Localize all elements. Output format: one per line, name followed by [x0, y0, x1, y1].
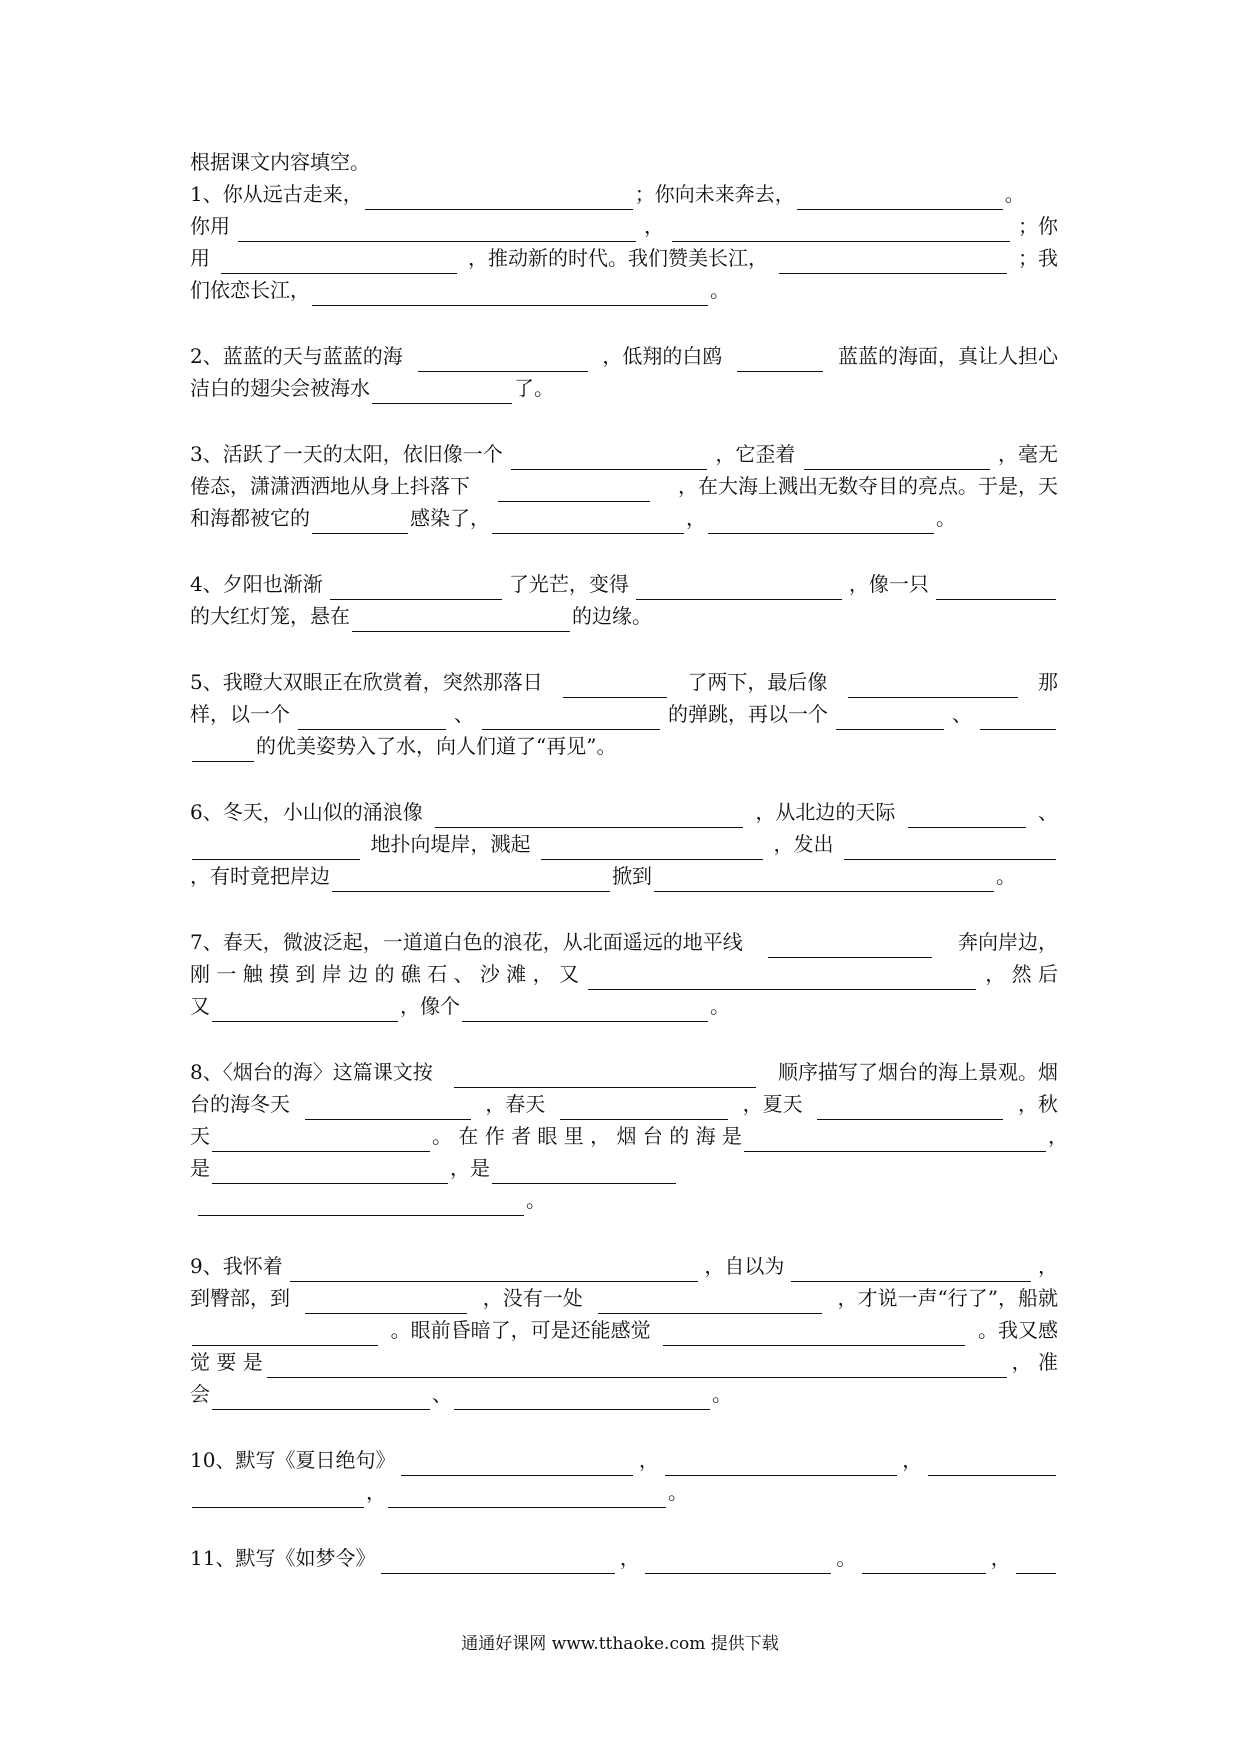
q6-text: 。: [996, 864, 1016, 888]
answer-blank[interactable]: [212, 999, 398, 1022]
q7-text: 奔向岸边，: [957, 930, 1058, 954]
answer-blank[interactable]: [928, 1453, 1056, 1476]
answer-blank[interactable]: [298, 707, 446, 730]
q10-text: ，: [366, 1480, 386, 1504]
q7-line-3: [190, 990, 1058, 1022]
q3-text: ，: [686, 506, 706, 530]
q3-text: 感染了，: [410, 506, 490, 530]
answer-blank[interactable]: [541, 837, 763, 860]
answer-blank[interactable]: [388, 1485, 666, 1508]
q10-text: ，: [902, 1448, 923, 1472]
q3-text: ，它歪着: [715, 442, 796, 466]
answer-blank[interactable]: [663, 1323, 965, 1346]
q5-line-2: [190, 698, 1058, 730]
answer-blank[interactable]: [312, 283, 708, 306]
answer-blank[interactable]: [482, 707, 660, 730]
q1-text: ，推动新的时代。我们赞美长江，: [468, 246, 768, 270]
q9-text: 觉 要 是: [190, 1350, 263, 1374]
q3-text: ，在大海上溅出无数夺目的亮点。于是，天: [678, 474, 1058, 498]
q3-line-2: [190, 470, 1058, 502]
answer-blank[interactable]: [267, 1355, 1007, 1378]
answer-blank[interactable]: [836, 707, 944, 730]
q7-text: ，像个: [400, 994, 460, 1018]
q8-line-1: [190, 1056, 1058, 1088]
q6-text: ，从北边的天际: [755, 800, 896, 824]
q9-text: ，自以为: [704, 1254, 785, 1278]
q6-text: ，有时竟把岸边: [190, 864, 330, 888]
q9-line-4: [190, 1346, 1058, 1378]
heading-text: 根据课文内容填空。: [190, 150, 370, 174]
q8-line-4: [190, 1152, 1058, 1184]
answer-blank[interactable]: [192, 837, 360, 860]
answer-blank[interactable]: [744, 1129, 1046, 1152]
q11-text: ，: [619, 1546, 640, 1570]
q5-text: 、: [952, 702, 972, 726]
q2-text: 2、蓝蓝的天与蓝蓝的海: [190, 344, 403, 368]
answer-blank[interactable]: [305, 1097, 471, 1120]
answer-blank[interactable]: [305, 1291, 467, 1314]
q9-text: ，没有一处: [482, 1286, 583, 1310]
answer-blank[interactable]: [797, 187, 1003, 210]
q7-text: ， 然 后: [985, 962, 1058, 986]
answer-blank[interactable]: [221, 251, 457, 274]
q8-text: 台的海冬天: [190, 1092, 290, 1116]
q1-line-1: [190, 178, 1058, 210]
q1-line-2: [190, 210, 1058, 242]
q1-text: ；你: [1018, 214, 1058, 238]
answer-blank[interactable]: [290, 1259, 698, 1282]
q10-text: 。: [668, 1480, 688, 1504]
answer-blank[interactable]: [511, 447, 707, 470]
q4-text: 的边缘。: [572, 604, 652, 628]
q10-line-1: [190, 1444, 1058, 1476]
answer-blank[interactable]: [804, 447, 990, 470]
q3-text: 和海都被它的: [190, 506, 310, 530]
q1-text: 你用: [190, 214, 230, 238]
q3-text: 倦态，潇潇洒洒地从身上抖落下: [190, 474, 470, 498]
answer-blank[interactable]: [365, 187, 633, 210]
q3-line-1: [190, 438, 1058, 470]
q8-text: 8、〈烟台的海〉这篇课文按: [190, 1060, 433, 1084]
q1-text: 们依恋长江，: [190, 278, 310, 302]
answer-blank[interactable]: [908, 805, 1026, 828]
q1-text: ；你向未来奔去，: [634, 182, 795, 206]
q10-line-2: [190, 1476, 1058, 1508]
q10-text: 10、默写《夏日绝句》: [190, 1448, 396, 1472]
q6-line-1: [190, 796, 1058, 828]
answer-blank[interactable]: [330, 577, 502, 600]
q2-line-1: [190, 340, 1058, 372]
q11-text: 。: [836, 1546, 857, 1570]
q9-text: 。我又感: [977, 1318, 1058, 1342]
answer-blank[interactable]: [212, 1161, 448, 1184]
q1-text: ，: [644, 214, 664, 238]
answer-blank[interactable]: [980, 707, 1056, 730]
answer-blank[interactable]: [381, 1551, 615, 1574]
q2-text: 洁白的翅尖会被海水: [190, 376, 370, 400]
answer-blank[interactable]: [779, 251, 1007, 274]
q8-text: ，是: [450, 1156, 490, 1180]
q7-text: 。: [710, 994, 730, 1018]
answer-blank[interactable]: [198, 1193, 524, 1216]
q2-text: 了。: [514, 376, 554, 400]
q3-text: ，毫无: [997, 442, 1058, 466]
q1-text: 。: [1004, 182, 1025, 206]
answer-blank[interactable]: [352, 609, 570, 632]
answer-blank[interactable]: [862, 1551, 986, 1574]
q9-line-2: [190, 1282, 1058, 1314]
q6-line-2: [190, 828, 1058, 860]
answer-blank[interactable]: [936, 577, 1056, 600]
answer-blank[interactable]: [372, 381, 512, 404]
answer-blank[interactable]: [737, 349, 823, 372]
answer-blank[interactable]: [1016, 1551, 1056, 1574]
answer-blank[interactable]: [454, 1387, 710, 1410]
q5-text: 的优美姿势入了水，向人们道了“再见”。: [256, 734, 617, 758]
answer-blank[interactable]: [192, 1323, 378, 1346]
q4-text: 4、夕阳也渐渐: [190, 572, 323, 596]
q9-text: 。眼前昏暗了，可是还能感觉: [390, 1318, 651, 1342]
q8-text: 天: [190, 1124, 210, 1148]
q5-line-1: [190, 666, 1058, 698]
q6-text: 掀到: [612, 864, 652, 888]
answer-blank[interactable]: [454, 1065, 756, 1088]
answer-blank[interactable]: [654, 869, 994, 892]
q9-text: 。: [712, 1382, 732, 1406]
answer-blank[interactable]: [238, 219, 636, 242]
q1-line-4: [190, 274, 1058, 306]
answer-blank[interactable]: [212, 1129, 430, 1152]
q6-text: 6、冬天，小山似的涌浪像: [190, 800, 423, 824]
q3-line-3: [190, 502, 1058, 534]
q3-text: 。: [936, 506, 956, 530]
q4-text: ，像一只: [848, 572, 929, 596]
q5-line-3: [190, 730, 1058, 762]
answer-blank[interactable]: [708, 511, 934, 534]
q7-text: 刚 一 触 摸 到 岸 边 的 礁 石 、 沙 滩 ， 又: [190, 962, 580, 986]
q1-text: ；我: [1018, 246, 1058, 270]
q2-text: 蓝蓝的海面，真让人担心: [837, 344, 1058, 368]
q6-text: 地扑向堤岸，溅起: [370, 832, 531, 856]
answer-blank[interactable]: [817, 1097, 1003, 1120]
q8-text: 。 在 作 者 眼 里 ， 烟 台 的 海 是: [432, 1124, 742, 1148]
q4-text: 了光芒，变得: [508, 572, 629, 596]
answer-blank[interactable]: [492, 1161, 676, 1184]
q8-text: ，夏天: [742, 1092, 803, 1116]
q4-text: 的大红灯笼，悬在: [190, 604, 350, 628]
answer-blank[interactable]: [598, 1291, 822, 1314]
footer-attribution: 通通好课网 www.tthaoke.com 提供下载: [461, 1634, 779, 1654]
answer-blank[interactable]: [435, 805, 743, 828]
q8-text: 顺序描写了烟台的海上景观。烟: [777, 1060, 1058, 1084]
q1-text: 。: [710, 278, 730, 302]
answer-blank[interactable]: [492, 511, 684, 534]
q11-line-1: [190, 1542, 1058, 1574]
q8-text: 是: [190, 1156, 210, 1180]
q7-line-1: [190, 926, 1058, 958]
answer-blank[interactable]: [665, 1453, 897, 1476]
q9-text: 到臀部，到: [190, 1286, 290, 1310]
q1-line-3: [190, 242, 1058, 274]
answer-blank[interactable]: [212, 1387, 430, 1410]
q5-text: 了两下，最后像: [687, 670, 828, 694]
answer-blank[interactable]: [192, 1485, 364, 1508]
q3-text: 3、活跃了一天的太阳，依旧像一个: [190, 442, 503, 466]
q11-text: ，: [990, 1546, 1011, 1570]
q7-text: 7、春天，微波泛起，一道道白色的浪花，从北面遥远的地平线: [190, 930, 743, 954]
answer-blank[interactable]: [768, 935, 932, 958]
answer-blank[interactable]: [312, 511, 408, 534]
answer-blank[interactable]: [844, 837, 1056, 860]
answer-blank[interactable]: [588, 967, 976, 990]
answer-blank[interactable]: [462, 999, 708, 1022]
q8-text: ，秋: [1017, 1092, 1058, 1116]
answer-blank[interactable]: [401, 1453, 633, 1476]
q8-line-2: [190, 1088, 1058, 1120]
answer-blank[interactable]: [791, 1259, 1031, 1282]
q6-text: 、: [1037, 800, 1058, 824]
q9-text: 会: [190, 1382, 210, 1406]
q8-text: ，: [1047, 1124, 1068, 1148]
q6-line-3: [190, 860, 1058, 892]
q9-line-1: [190, 1250, 1058, 1282]
answer-blank[interactable]: [498, 479, 650, 502]
q5-text: 5、我瞪大双眼正在欣赏着，突然那落日: [190, 670, 543, 694]
q8-text: ，春天: [485, 1092, 546, 1116]
worksheet-content: [190, 146, 1068, 1574]
q1-text: 1、你从远古走来，: [190, 182, 363, 206]
q8-text: 。: [526, 1188, 546, 1212]
q5-text: 、: [454, 702, 474, 726]
q9-text: 、: [432, 1382, 452, 1406]
answer-blank[interactable]: [672, 219, 1010, 242]
q8-line-5: [190, 1184, 1058, 1216]
answer-blank[interactable]: [848, 675, 1018, 698]
q9-text: ， 准: [1011, 1350, 1058, 1374]
answer-blank[interactable]: [418, 349, 588, 372]
q9-text: 9、我怀着: [190, 1254, 283, 1278]
q9-line-5: [190, 1378, 1058, 1410]
q9-text: ，才说一声“行了”，船就: [837, 1286, 1058, 1310]
q6-text: ，发出: [773, 832, 834, 856]
q7-line-2: [190, 958, 1058, 990]
q1-text: 用: [190, 246, 210, 270]
answer-blank[interactable]: [560, 1097, 728, 1120]
q5-text: 样，以一个: [190, 702, 290, 726]
q5-text: 的弹跳，再以一个: [668, 702, 828, 726]
q4-line-2: [190, 600, 1058, 632]
answer-blank[interactable]: [563, 675, 667, 698]
q4-line-1: [190, 568, 1058, 600]
q2-text: ，低翔的白鸥: [602, 344, 723, 368]
q8-line-3: [190, 1120, 1068, 1152]
answer-blank[interactable]: [332, 869, 610, 892]
q11-text: 11、默写《如梦令》: [190, 1546, 376, 1570]
q7-text: 又: [190, 994, 210, 1018]
answer-blank[interactable]: [192, 739, 254, 762]
answer-blank[interactable]: [636, 577, 842, 600]
worksheet-heading: [190, 146, 1058, 178]
q5-text: 那: [1037, 670, 1058, 694]
q9-line-3: [190, 1314, 1058, 1346]
answer-blank[interactable]: [645, 1551, 831, 1574]
q2-line-2: [190, 372, 1058, 404]
q10-text: ，: [638, 1448, 659, 1472]
q9-text: ，: [1037, 1254, 1058, 1278]
